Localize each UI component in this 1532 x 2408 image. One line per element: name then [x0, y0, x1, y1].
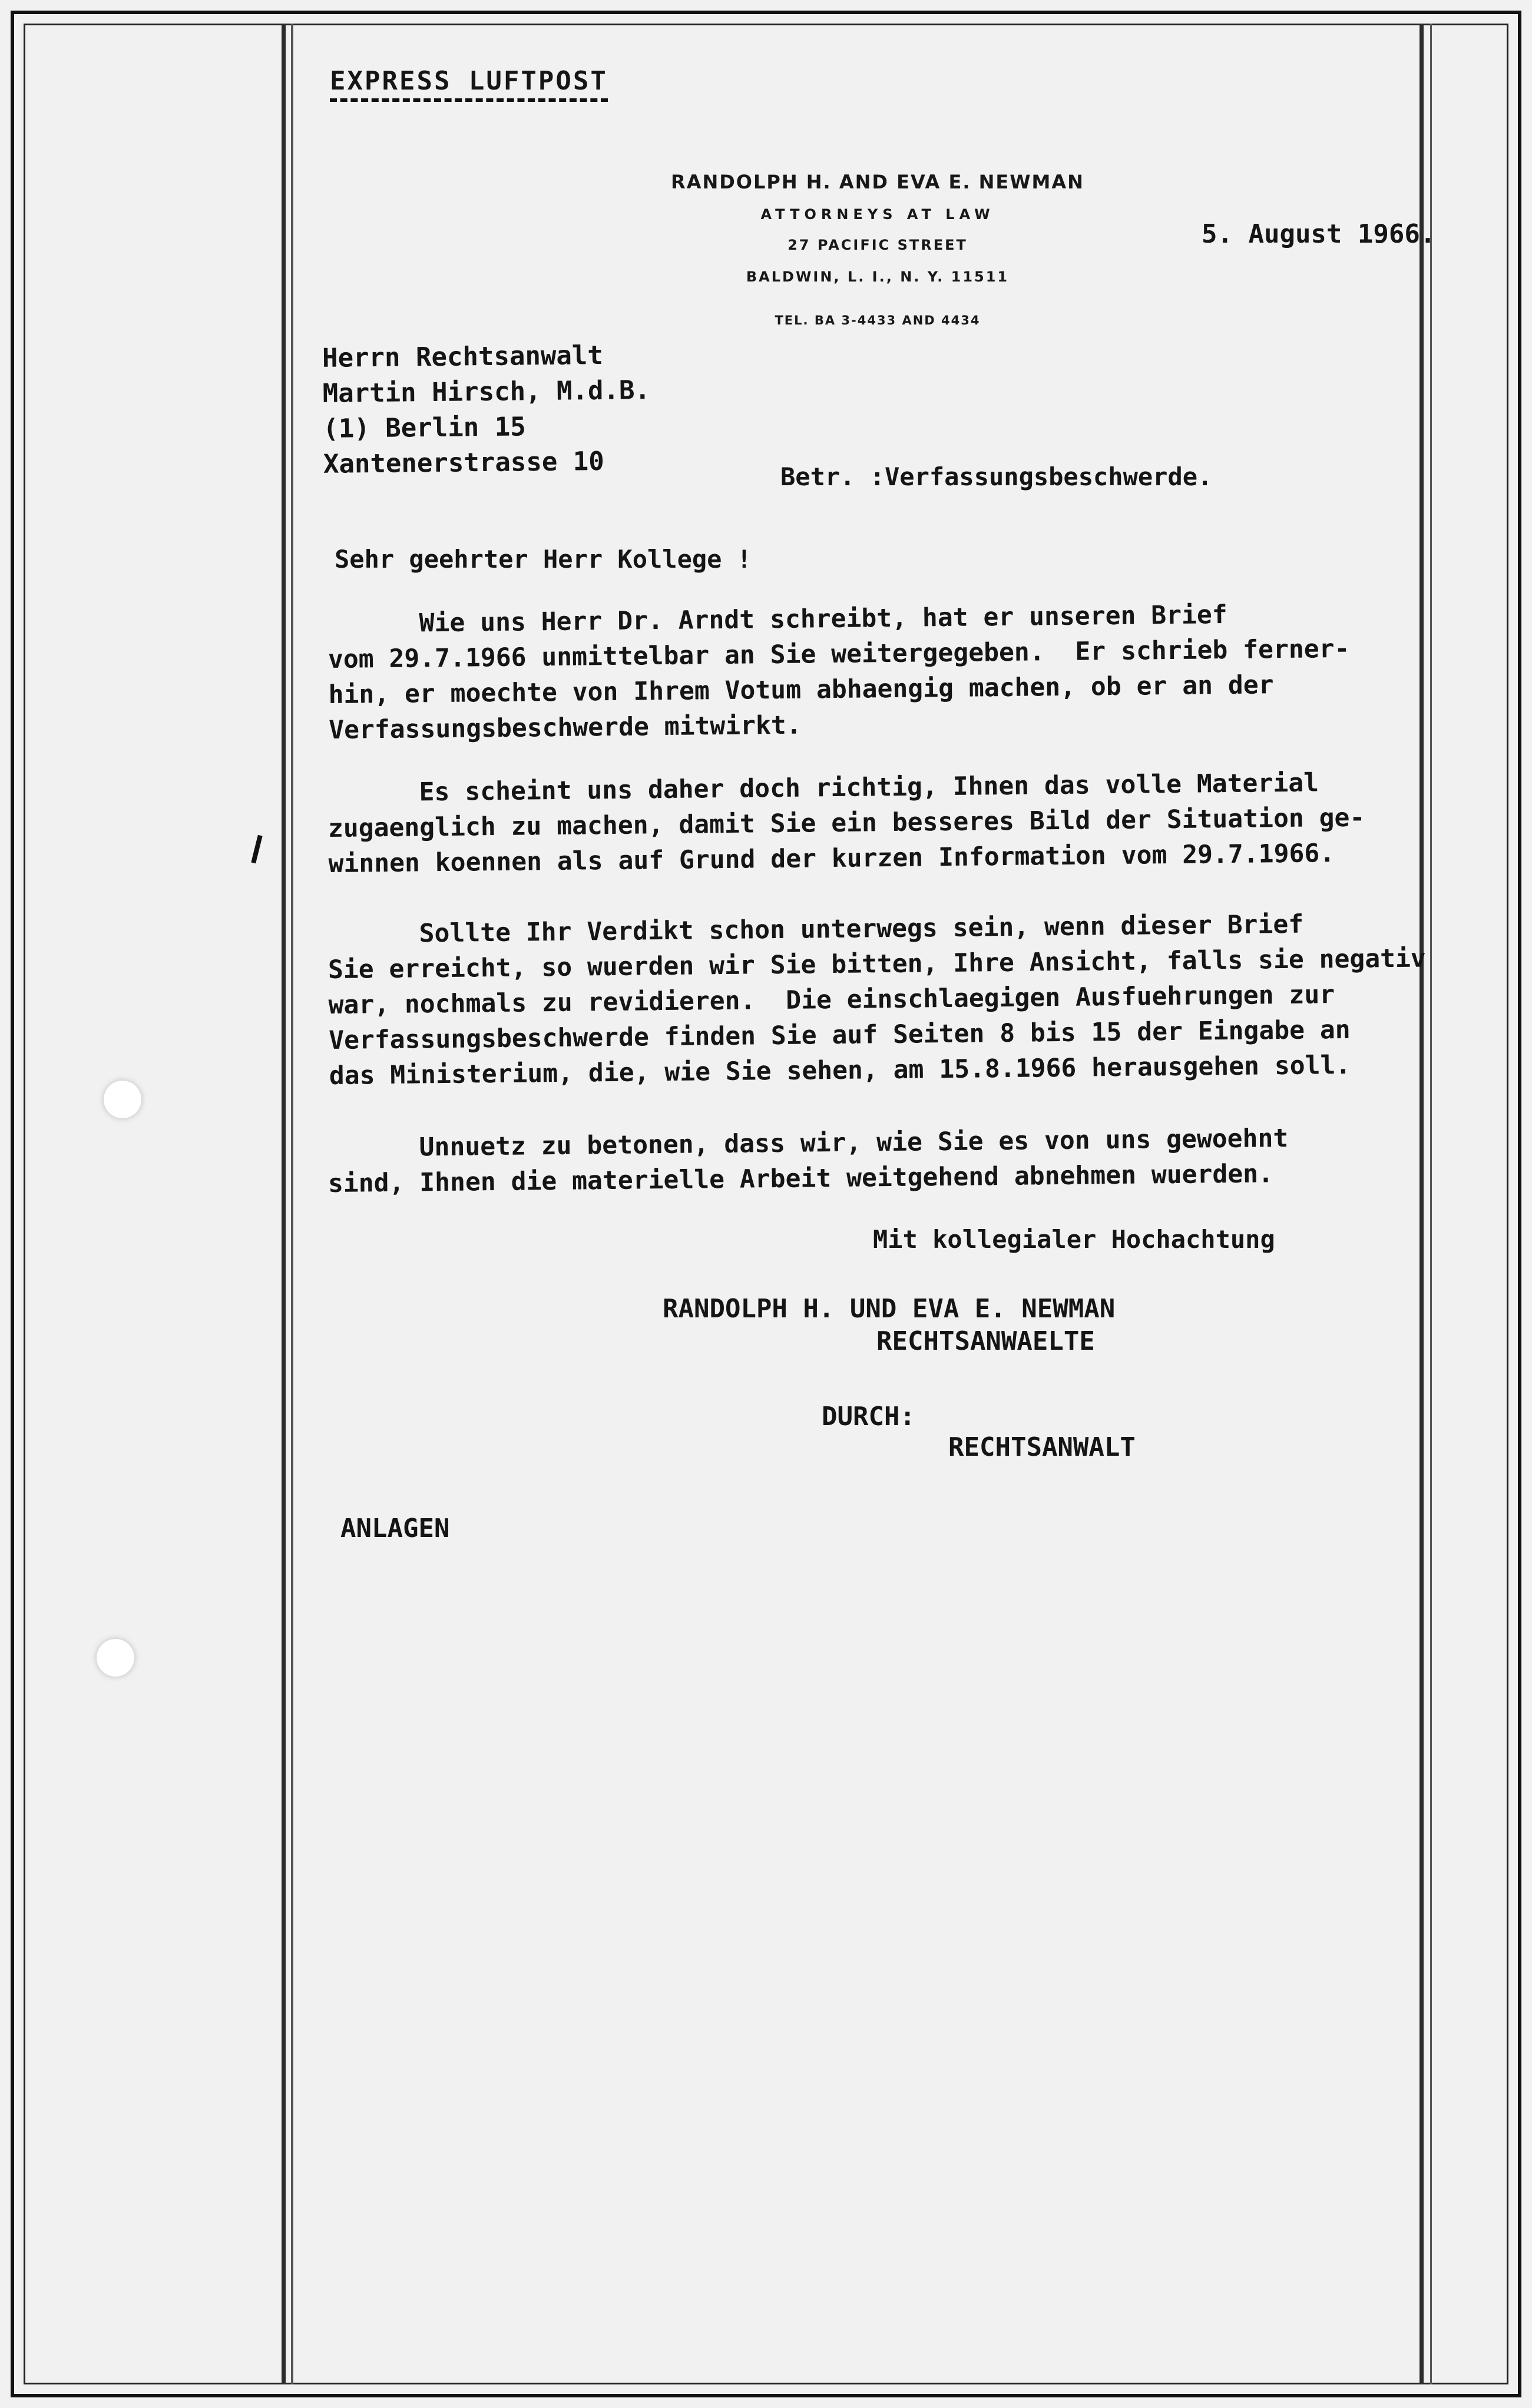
paragraph-line: hin, er moechte von Ihrem Votum abhaengig machen, ob er an der — [328, 670, 1274, 710]
paragraph-line: zugaenglich zu machen, damit Sie ein besseres Bild der Situation ge- — [327, 803, 1365, 843]
punch-hole-upper — [104, 1081, 141, 1118]
mail-class-heading: EXPRESS LUFTPOST — [330, 66, 608, 102]
page-frame-inner — [24, 24, 1508, 2384]
paragraph-line: Sie erreicht, so wuerden wir Sie bitten, Ihre Ansicht, falls sie negativ — [327, 943, 1427, 985]
paragraph-line: sind, Ihnen die materielle Arbeit weitgehend abnehmen wuerden. — [327, 1159, 1274, 1198]
recipient-line-1: Herrn Rechtsanwalt — [322, 340, 604, 373]
paragraph-line: winnen koennen als auf Grund der kurzen Information vom 29.7.1966. — [328, 839, 1335, 879]
paragraph-line: vom 29.7.1966 unmittelbar an Sie weitergegeben. Er schrieb ferner- — [327, 634, 1350, 674]
letterhead-name: RANDOLPH H. AND EVA E. NEWMAN — [671, 171, 1084, 193]
paragraph-line: Sollte Ihr Verdikt schon unterwegs sein, wenn dieser Brief — [419, 909, 1304, 949]
paragraph-line: Verfassungsbeschwerde finden Sie auf Seiten 8 bis 15 der Eingabe an — [328, 1015, 1351, 1055]
paragraph-line: Verfassungsbeschwerde mitwirkt. — [328, 710, 802, 745]
paragraph-line: war, nochmals zu revidieren. Die einschlaegigen Ausfuehrungen zur — [328, 980, 1335, 1020]
paragraph-line: Es scheint uns daher doch richtig, Ihnen das volle Material — [419, 768, 1319, 807]
recipient-line-2: Martin Hirsch, M.d.B. — [322, 375, 651, 409]
letterhead-telephone: TEL. BA 3-4433 AND 4434 — [775, 313, 981, 327]
body-paragraph-2 — [327, 764, 1436, 882]
letterhead-street: 27 PACIFIC STREET — [787, 237, 968, 253]
paragraph-line: Wie uns Herr Dr. Arndt schreibt, hat er unseren Brief — [419, 600, 1227, 638]
recipient-line-4: Xantenerstrasse 10 — [323, 446, 605, 479]
right-margin-rule — [1420, 24, 1424, 2384]
letterhead-city: BALDWIN, L. I., N. Y. 11511 — [746, 269, 1010, 285]
closing-phrase: Mit kollegialer Hochachtung — [873, 1225, 1275, 1254]
left-margin-rule — [282, 24, 286, 2384]
letter-date: 5. August 1966. — [1202, 219, 1436, 249]
body-paragraph-4 — [327, 1119, 1435, 1201]
signature-by: DURCH: — [822, 1402, 915, 1432]
signature-title: RECHTSANWAELTE — [876, 1326, 1095, 1356]
enclosures-label: ANLAGEN — [340, 1513, 450, 1543]
left-margin-rule-secondary — [291, 24, 293, 2384]
recipient-address — [322, 337, 651, 482]
signature-role: RECHTSANWALT — [948, 1432, 1136, 1462]
body-paragraph-1 — [327, 595, 1436, 748]
recipient-line-3: (1) Berlin 15 — [323, 412, 526, 444]
letterhead — [654, 171, 1101, 327]
signature-firm: RANDOLPH H. UND EVA E. NEWMAN — [663, 1294, 1116, 1324]
salutation: Sehr geehrter Herr Kollege ! — [335, 545, 752, 574]
letterhead-subtitle: ATTORNEYS AT LAW — [760, 206, 995, 223]
paragraph-line: Unnuetz zu betonen, dass wir, wie Sie es von uns gewoehnt — [419, 1123, 1289, 1162]
right-margin-rule-secondary — [1430, 24, 1432, 2384]
punch-hole-lower — [97, 1639, 134, 1677]
subject-line: Betr. :Verfassungsbeschwerde. — [780, 462, 1213, 491]
paragraph-line: das Ministerium, die, wie Sie sehen, am 15.8.1966 herausgehen soll. — [329, 1050, 1351, 1091]
body-paragraph-3 — [327, 905, 1437, 1094]
